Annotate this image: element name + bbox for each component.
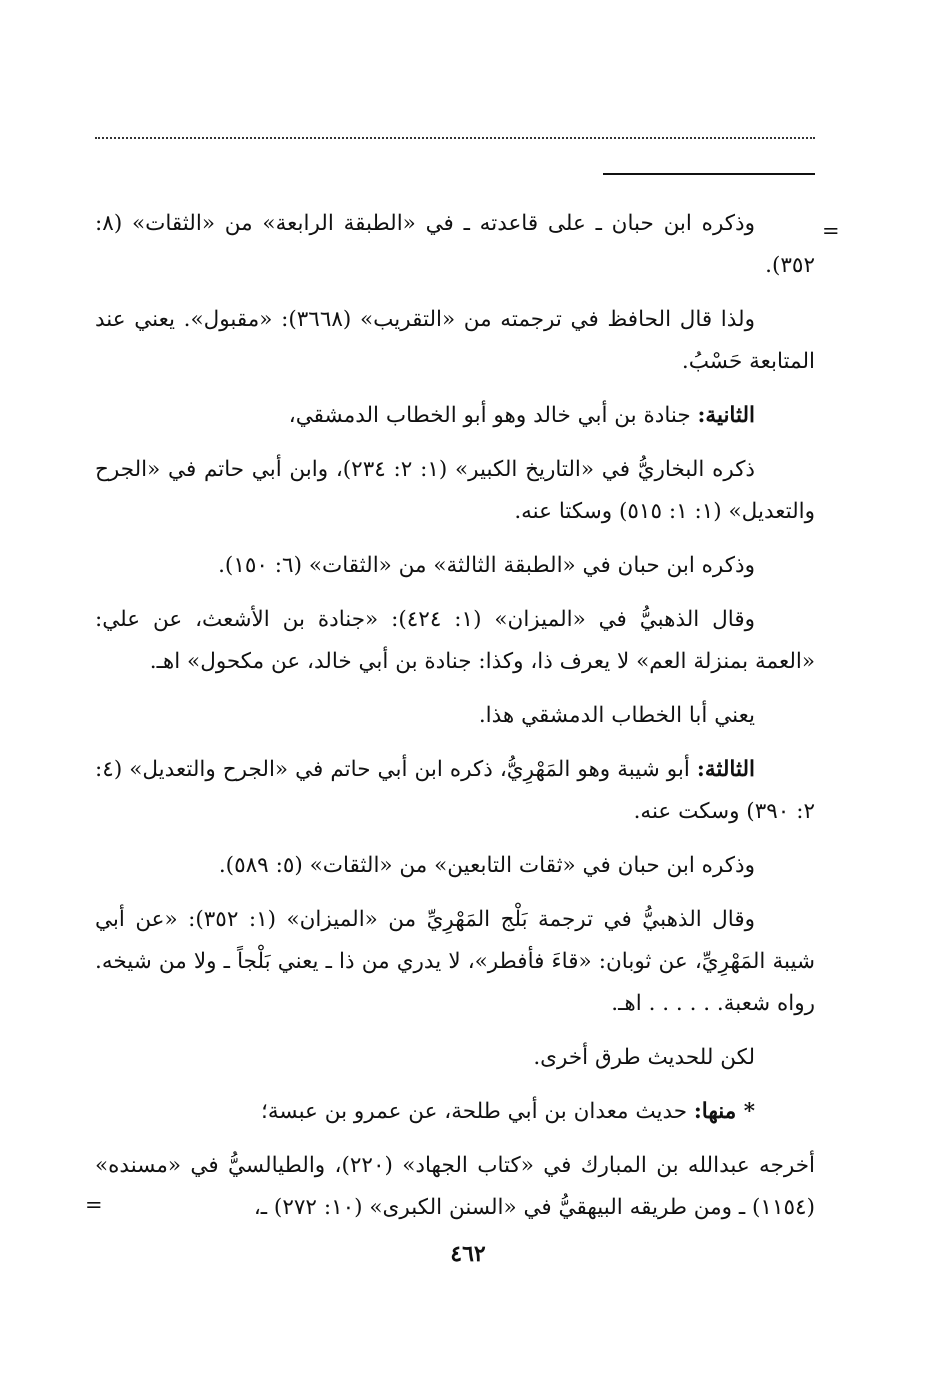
paragraph-11: لكن للحديث طرق أخرى. — [533, 1045, 755, 1070]
dotted-separator — [95, 137, 815, 143]
paragraph-9: وذكره ابن حبان في «ثقات التابعين» من «الثقات» (٥: ٥٨٩). — [218, 853, 755, 878]
section-lead-third: الثالثة: — [696, 757, 755, 782]
paragraph-13: أخرجه عبدالله بن المبارك في «كتاب الجهاد» (٢٢٠)، والطيالسيُّ في «مسنده» (١١٥٤) ـ ومن طريقه البيهقيُّ في «السنن الكبرى» (١٠: ٢٧٢) ـ، — [95, 1153, 815, 1220]
page-number: ٤٦٢ — [450, 1241, 486, 1267]
continuation-mark-top: = — [822, 219, 840, 243]
paragraph-8: الثالثة: أبو شيبة وهو المَهْرِيُّ، ذكره ابن أبي حاتم في «الجرح والتعديل» (٤: ٢: ٣٩٠) وسكت عنه. — [95, 757, 815, 824]
paragraph-12: * منها: حديث معدان بن أبي طلحة، عن عمرو بن عبسة؛ — [261, 1099, 755, 1124]
footnote-body — [95, 203, 815, 1241]
footnote-rule — [603, 173, 815, 175]
paragraph-5: وذكره ابن حبان في «الطبقة الثالثة» من «الثقات» (٦: ١٥٠). — [218, 553, 755, 578]
paragraph-7: يعني أبا الخطاب الدمشقي هذا. — [478, 703, 755, 728]
bullet-lead: * منها: — [693, 1099, 755, 1124]
paragraph-10: وقال الذهبيُّ في ترجمة بَلْج المَهْرِيِّ من «الميزان» (١: ٣٥٢): «عن أبي شيبة المَهْرِيِّ، عن ثوبان: «قاءَ فأفطر»، لا يدري من ذا ـ يعني بَلْجاً ـ ولا من شيخه. رواه شعبة. . . . . . اهـ. — [95, 907, 815, 1016]
paragraph-4: ذكره البخاريُّ في «التاريخ الكبير» (١: ٢: ٢٣٤)، وابن أبي حاتم في «الجرح والتعديل» (١: ١: ٥١٥) وسكتا عنه. — [95, 457, 815, 524]
continuation-mark-bottom: = — [85, 1193, 103, 1217]
paragraph-2: ولذا قال الحافظ في ترجمته من «التقريب» (٣٦٦٨): «مقبول». يعني عند المتابعة حَسْبُ. — [95, 307, 815, 374]
paragraph-6: وقال الذهبيُّ في «الميزان» (١: ٤٢٤): «جنادة بن الأشعث، عن علي: «العمة بمنزلة العم» لا يعرف ذا، وكذا: جنادة بن أبي خالد، عن مكحول» اهـ. — [95, 607, 815, 674]
section-lead-second: الثانية: — [697, 403, 755, 428]
paragraph-3: الثانية: جنادة بن أبي خالد وهو أبو الخطاب الدمشقي، — [288, 403, 755, 428]
paragraph-1: وذكره ابن حبان ـ على قاعدته ـ في «الطبقة الرابعة» من «الثقات» (٨: ٣٥٢). — [95, 211, 815, 278]
